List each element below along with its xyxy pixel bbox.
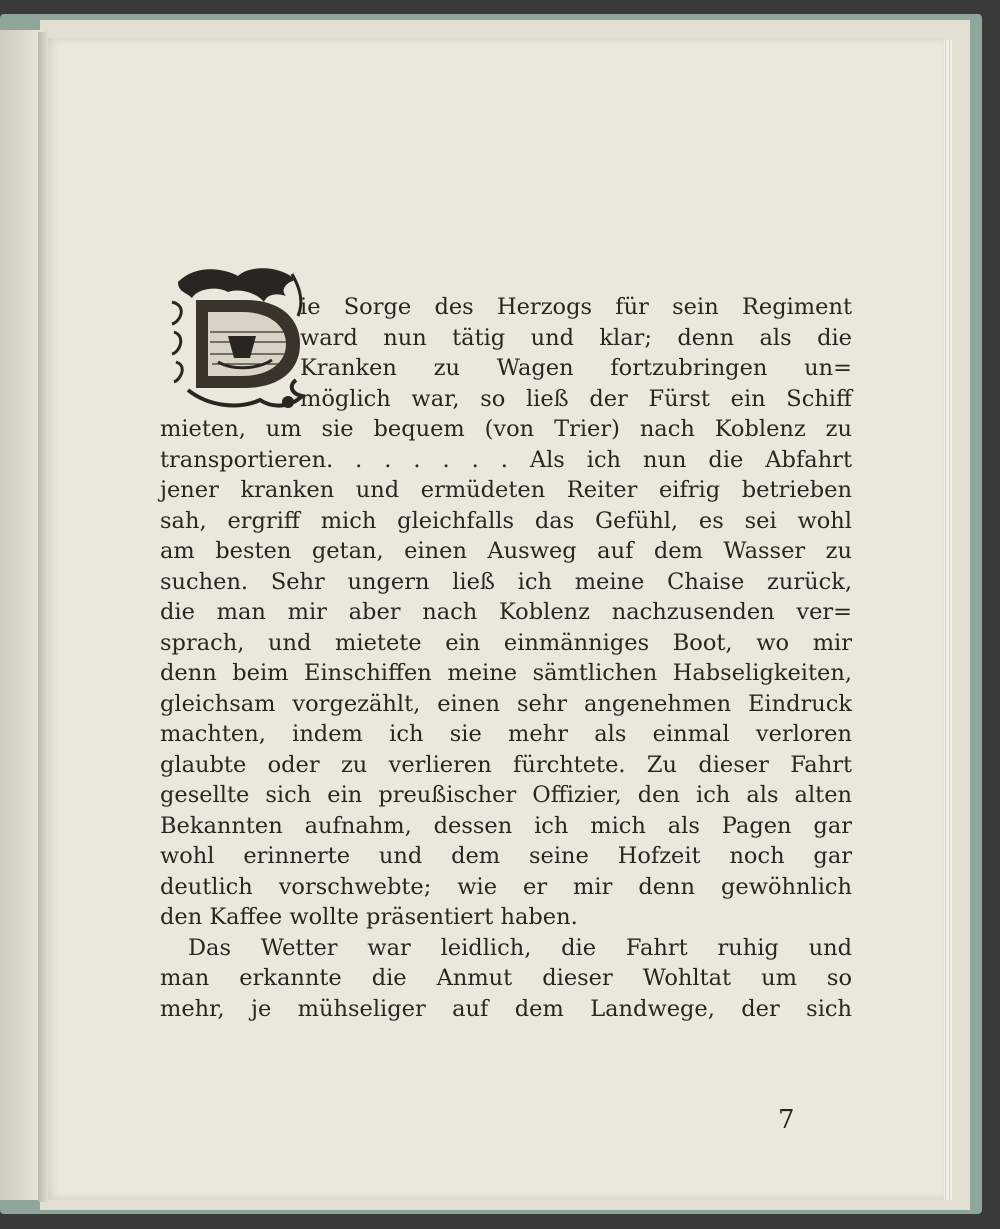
text-line: deutlich vorschwebte; wie er mir denn gewöhnlich [160, 873, 852, 900]
text-line: sah, ergriff mich gleichfalls das Gefühl, es sei wohl [160, 507, 852, 534]
text-line: möglich war, so ließ der Fürst ein Schiff [300, 385, 852, 412]
text-line: am besten getan, einen Ausweg auf dem Wasser zu [160, 538, 852, 564]
body-text [160, 292, 852, 1024]
text-line: die man mir aber nach Koblenz nachzusenden ver= [160, 599, 852, 625]
text-line: sprach, und mietete ein einmänniges Boot, wo mir [160, 629, 852, 656]
text-line: transportieren. . . . . . . Als ich nun die Abfahrt [160, 446, 852, 473]
text-line: glaubte oder zu verlieren fürchtete. Zu dieser Fahrt [160, 751, 852, 778]
text-line: mieten, um sie bequem (von Trier) nach Koblenz zu [160, 416, 852, 442]
text-line: denn beim Einschiffen meine sämtlichen Habseligkeiten, [160, 660, 852, 686]
text-line: machten, indem ich sie mehr als einmal verloren [160, 721, 852, 747]
text-line: mehr, je mühseliger auf dem Landwege, der sich [160, 995, 852, 1022]
text-line: jener kranken und ermüdeten Reiter eifrig betrieben [160, 477, 852, 503]
text-line: Das Wetter war leidlich, die Fahrt ruhig und [188, 934, 852, 961]
text-line: ie Sorge des Herzogs für sein Regiment [300, 294, 852, 320]
text-line: ward nun tätig und klar; denn als die [300, 324, 852, 351]
left-page [0, 30, 42, 1200]
text-line: den Kaffee wollte präsentiert haben. [160, 904, 578, 930]
text-line: Bekannten aufnahm, dessen ich mich als Pagen gar [160, 812, 852, 839]
text-line: gleichsam vorgezählt, einen sehr angenehmen Eindruck [160, 690, 852, 717]
text-line: Kranken zu Wagen fortzubringen un= [300, 355, 852, 381]
page-gutter [38, 32, 48, 1202]
text-line: man erkannte die Anmut dieser Wohltat um so [160, 965, 852, 991]
page-number: 7 [778, 1105, 795, 1135]
text-line: gesellte sich ein preußischer Offizier, den ich als alten [160, 782, 852, 808]
text-line: suchen. Sehr ungern ließ ich meine Chaise zurück, [160, 568, 852, 595]
text-line: wohl erinnerte und dem seine Hofzeit noch gar [160, 843, 852, 869]
